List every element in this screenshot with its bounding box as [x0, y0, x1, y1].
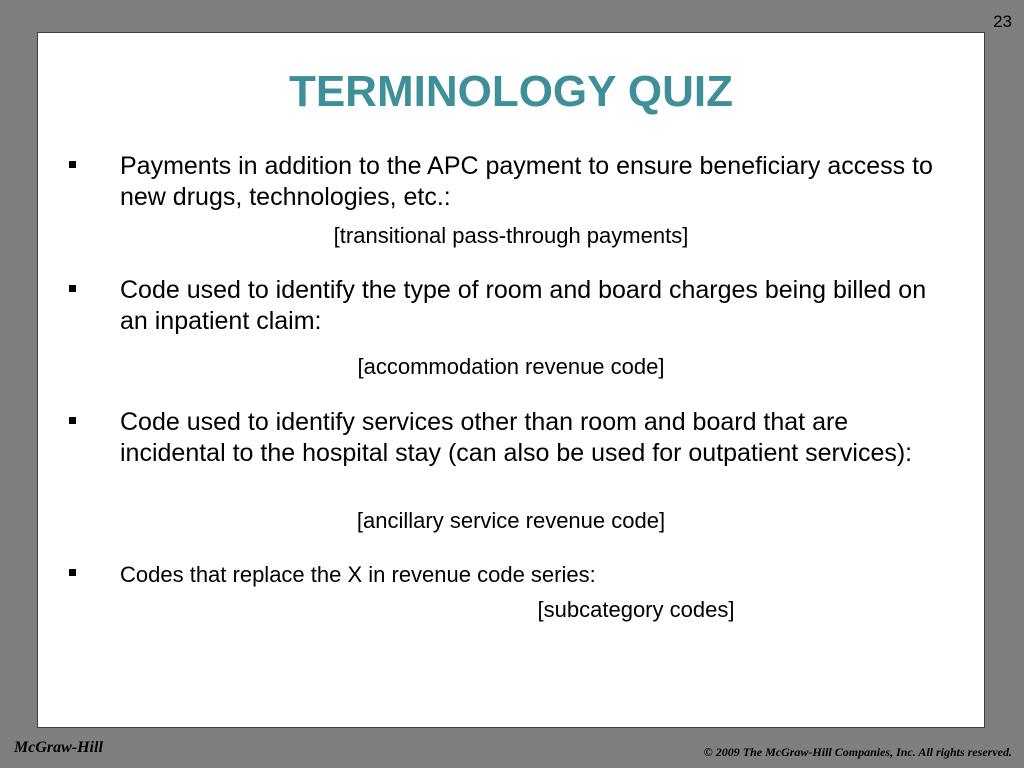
square-bullet-icon: [69, 285, 76, 292]
slide-panel: [37, 32, 985, 728]
publisher-logo: McGraw-Hill: [14, 739, 103, 756]
square-bullet-icon: [69, 569, 76, 576]
quiz-item-2: [38, 275, 954, 337]
quiz-answer-1: [transitional pass-through payments]: [333, 223, 689, 248]
square-bullet-icon: [69, 417, 76, 424]
copyright-notice: © 2009 The McGraw-Hill Companies, Inc. All rights reserved.: [703, 745, 1012, 759]
quiz-question-3: Code used to identify services other than room and board that are incidental to the hospital stay (can also be used for outpatient services):: [120, 408, 913, 467]
quiz-item-4: [38, 561, 954, 589]
quiz-item-3: [38, 407, 954, 469]
quiz-question-4: Codes that replace the X in revenue code series:: [120, 562, 596, 587]
quiz-answer-3: [ancillary service revenue code]: [356, 508, 666, 533]
quiz-question-1: Payments in addition to the APC payment to ensure beneficiary access to new drugs, technologies, etc.:: [120, 152, 933, 211]
slide-number: 23: [993, 12, 1012, 31]
slide-title: TERMINOLOGY QUIZ: [288, 67, 734, 116]
quiz-question-2: Code used to identify the type of room and board charges being billed on an inpatient claim:: [120, 276, 927, 335]
quiz-answer-2: [accommodation revenue code]: [357, 354, 665, 379]
quiz-answer-4: [subcategory codes]: [537, 597, 735, 622]
square-bullet-icon: [69, 161, 76, 168]
quiz-item-1: [38, 151, 954, 213]
